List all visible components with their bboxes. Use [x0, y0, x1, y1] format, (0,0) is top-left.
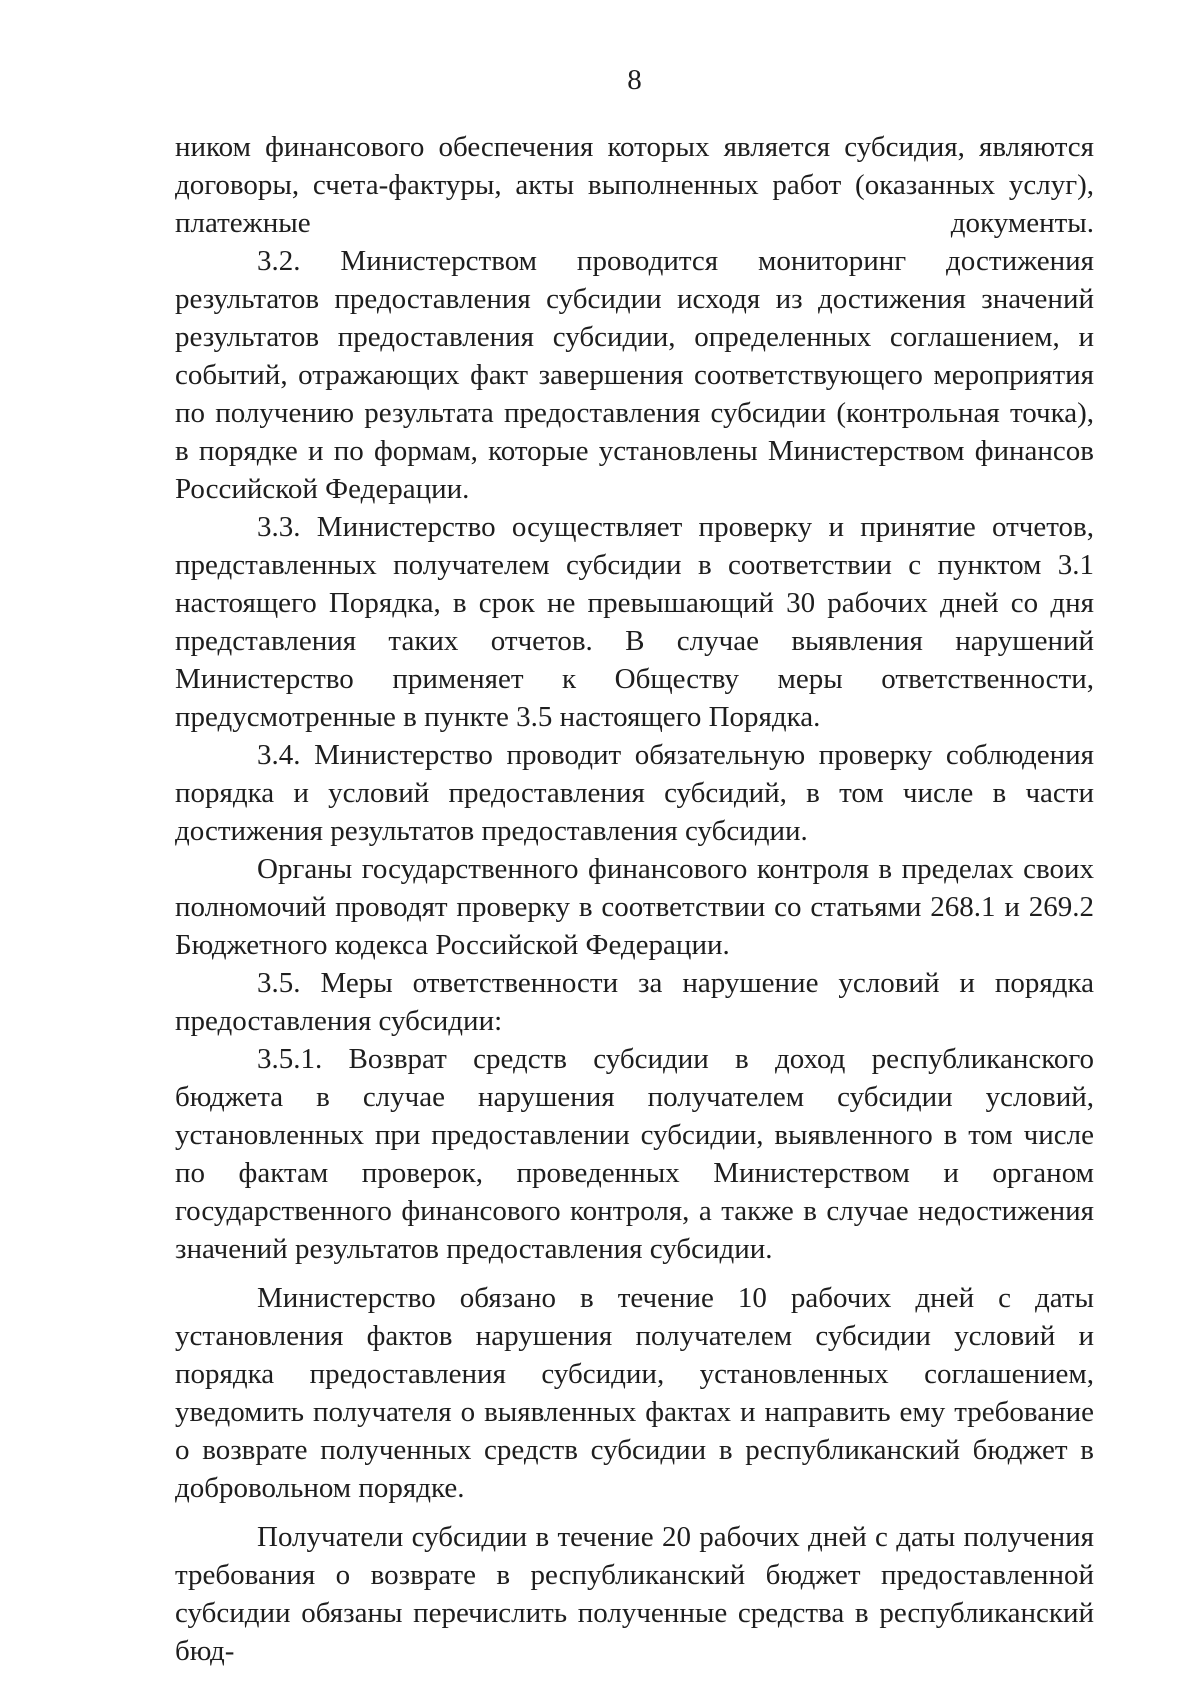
paragraph-control-bodies: Органы государственного финансового контроля в пределах своих полномочий проводят проверку в соответствии со статьями 268.1 и 269.2 Бюджетного кодекса Российской Федерации.	[175, 853, 1094, 961]
paragraph-3-5: 3.5. Меры ответственности за нарушение условий и порядка предоставления субсидии:	[175, 967, 1094, 1037]
paragraph-3-2: 3.2. Министерством проводится мониторинг достижения результатов предоставления субсидии исходя из достижения значений результатов предоставления субсидии, определенных соглашением, и событий, отражающих факт завершения соответствующего мероприятия по получению результата предоставления субсидии (контрольная точка), в порядке и по формам, которые установлены Министерством финансов Российской Федерации.	[175, 245, 1094, 505]
paragraph-3-3: 3.3. Министерство осуществляет проверку и принятие отчетов, представленных получателем субсидии в соответствии с пунктом 3.1 настоящего Порядка, в срок не превышающий 30 рабочих дней со дня представления таких отчетов. В случае выявления нарушений Министерство применяет к Обществу меры ответственности, предусмотренные в пункте 3.5 настоящего Порядка.	[175, 511, 1094, 733]
paragraph-recipients-obliged: Получатели субсидии в течение 20 рабочих дней с даты получения требования о возврате в республиканский бюджет предоставленной субсидии обязаны перечислить полученные средства в республиканский бюд-	[175, 1521, 1094, 1667]
paragraph-ministry-obliged: Министерство обязано в течение 10 рабочих дней с даты установления фактов нарушения получателем субсидии условий и порядка предоставления субсидии, установленных соглашением, уведомить получателя о выявленных фактах и направить ему требование о возврате полученных средств субсидии в республиканский бюджет в добровольном порядке.	[175, 1282, 1094, 1504]
page-number: 8	[627, 64, 642, 96]
paragraph-3-5-1: 3.5.1. Возврат средств субсидии в доход республиканского бюджета в случае нарушения получателем субсидии условий, установленных при предоставлении субсидии, выявленного в том числе по фактам проверок, проведенных Министерством и органом государственного финансового контроля, а также в случае недостижения значений результатов предоставления субсидии.	[175, 1043, 1094, 1265]
paragraph-continuation: ником финансового обеспечения которых является субсидия, являются договоры, счета-фактуры, акты выполненных работ (оказанных услуг), платежные документы.	[175, 131, 1094, 239]
paragraph-3-4: 3.4. Министерство проводит обязательную проверку соблюдения порядка и условий предоставления субсидий, в том числе в части достижения результатов предоставления субсидии.	[175, 739, 1094, 847]
